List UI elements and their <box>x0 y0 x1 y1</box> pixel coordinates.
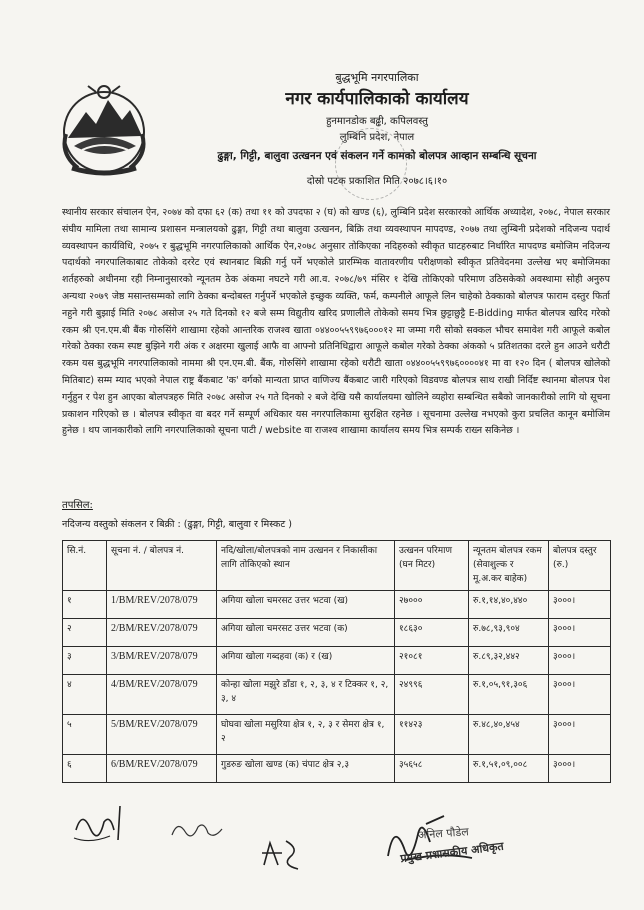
cell-quantity: ११४२३ <box>395 715 469 755</box>
cell-site: अगिया खोला गब्दहवा (क) र (ख) <box>217 647 395 675</box>
col-header-sn: सि.नं. <box>63 541 107 591</box>
office-title: नगर कार्यपालिकाको कार्यालय <box>285 89 469 109</box>
cell-notice-no: 2/BM/REV/2078/079 <box>107 619 217 647</box>
signature-1 <box>70 800 130 850</box>
cell-site: अगिया खोला चमरसट उत्तर भटवा (ख) <box>217 591 395 619</box>
table-row <box>63 591 611 619</box>
cell-min-amount: रु.७८,९३,९०४ <box>469 619 549 647</box>
cell-fee: ३०००। <box>549 715 611 755</box>
table-row <box>63 755 611 783</box>
province-line: लुम्बिनि प्रदेश, नेपाल <box>339 132 415 143</box>
cell-fee: ३०००। <box>549 675 611 715</box>
col-header-quantity: उत्खनन परिमाण (घन मिटर) <box>395 541 469 591</box>
cell-min-amount: रु.१,१४,४०,४४० <box>469 591 549 619</box>
table-row <box>63 619 611 647</box>
cell-sn: ४ <box>63 675 107 715</box>
cell-fee: ३०००। <box>549 647 611 675</box>
cell-sn: १ <box>63 591 107 619</box>
cell-fee: ३०००। <box>549 619 611 647</box>
cell-notice-no: 4/BM/REV/2078/079 <box>107 675 217 715</box>
signature-3 <box>256 835 306 875</box>
details-heading: तपसिल: <box>62 500 93 511</box>
cell-quantity: २४९९६ <box>395 675 469 715</box>
col-header-site: नदि/खोला/बोलपत्रको नाम उत्खनन र निकासीका लागि तोकिएको स्थान <box>217 541 395 591</box>
cell-sn: ३ <box>63 647 107 675</box>
cell-fee: ३०००। <box>549 755 611 783</box>
table-header-row <box>63 541 611 591</box>
cell-min-amount: रु.१,५१,०९,००८ <box>469 755 549 783</box>
cell-site: अगिया खोला चमरसट उत्तर भटवा (क) <box>217 619 395 647</box>
cell-sn: ५ <box>63 715 107 755</box>
publication-date: दोस्रो पटक प्रकाशित मिति २०७८।६।१० <box>306 176 448 187</box>
cell-notice-no: 5/BM/REV/2078/079 <box>107 715 217 755</box>
cell-notice-no: 3/BM/REV/2078/079 <box>107 647 217 675</box>
cell-quantity: २७००० <box>395 591 469 619</box>
cell-notice-no: 1/BM/REV/2078/079 <box>107 591 217 619</box>
cell-site: कोन्हा खोला मझुरे डाँडा १, २, ३, ४ र टिक्कर १, २, ३, ४ <box>217 675 395 715</box>
table-row <box>63 647 611 675</box>
cell-sn: ६ <box>63 755 107 783</box>
cell-min-amount: रु.८९,३२,४४२ <box>469 647 549 675</box>
cell-notice-no: 6/BM/REV/2078/079 <box>107 755 217 783</box>
cell-quantity: ३५६५८ <box>395 755 469 783</box>
cell-quantity: १८६३० <box>395 619 469 647</box>
cell-site: घोघवा खोला मसुरिया क्षेत्र १, २, ३ र सेमरा क्षेत्र १, २ <box>217 715 395 755</box>
bid-table <box>62 540 611 783</box>
signature-2 <box>168 815 228 845</box>
notice-body: स्थानीय सरकार संचालन ऐन, २०७४ को दफा ६२ (क) तथा ११ को उपदफा २ (घ) को खण्ड (६), लुम्बिनि प्रदेश सरकारको आर्थिक अध्यादेश, २०७८, नेपाल सरकार संघीय मामिला तथा सामान्य प्रशासन मन्त्रालयको ढुङ्गा, गिट्टी तथा बालुवा उत्खनन, बिक्रि तथा व्यवस्थापन मापदण्ड, २०७७ तथा लुम्बिनी प्रदेशको नदिजन्य पदार्थ व्यवस्थापन कार्यविधि, २०७५ र बुद्धभूमि नगरपालिकाको आर्थिक ऐन,२०७८ अनुसार तोकिएका नदिहरुको स्वीकृत घाटहरुबाट निर्धारित मापदण्ड बमोजिम नदिजन्य पदार्थको नगरपालिकाबाट तोकेको दररेट एवं स्थानबाट बिक्री गर्नु पर्ने भएकोले प्रारम्भिक वातावरणीय परीक्षणको स्वीकृत प्रतिवेदनमा उल्लेख भए बमोजिमका शर्तहरुको अधीनमा रही निम्नानुसारको न्यूनतम ठेक अंकमा नघटने गरी आ.व. २०७८/७९ मंसिर १ देखि तोकिएको परिमाण उठिसकेको अवस्थामा सोही अनुरुप अन्यथा २०७९ जेष्ठ मसान्तसम्मको लागि ठेक्का बन्दोबस्त गर्नुपर्ने भएकोले इच्छुक व्यक्ति, फर्म, कम्पनीले आफूले लिन चाहेको ठेक्काको बोलपत्र फाराम दस्तुर फिर्ता नहुने गरी बुझाई मिति २०७८ असोज २५ गते दिनको १२ बजे सम्म विद्युतीय खरिद प्रणालीले तोकेको समय भित्र छुट्टाछुट्टै E-Bidding मार्फत बोलपत्र खरिद गरेको रकम श्री एन.एम.बी बैंक गोरुसिंगे शाखामा रहेको आन्तरिक राजश्व खाता ०४४००५५९९७६०००१२ मा जम्मा गरी सोको सक्कल भौचर समावेश गरी आफूले कबोल गरेको ठेक्का रकम स्पष्ट बुझिने गरी अंक र अक्षरमा खुलाई आफै वा आफ्नो प्रतिनिधिद्वारा आफूले कबोल गरेको ठेक्का अंकको ५ प्रतिशतका दरले हुन आउने धरौटी रकम यस बुद्धभूमि नगरपालिकाको नाममा श्री एन.एम.बी. बैंक, गोरुसिंगे शाखामा रहेको धरौटी खाता ०४४००५५९९७६००००४१ मा वा १२० दिन ( बोलपत्र खोलेको मितिबाट) सम्म म्याद भएको नेपाल राष्ट्र बैंकबाट 'क' वर्गको मान्यता प्राप्त वाणिज्य बैंकबाट जारी गरिएको विडवण्ड बोलपत्र साथ राखी निर्दिष्ट स्थानमा बोलपत्र पेश गर्नुहुन र पेश हुन आएका बोलपत्रहरु मिति २०७८ असोज २५ गते दिनको २ बजे देखि यसै कार्यालयमा खोलिने व्यहोरा सम्बन्धित सबैको जानकारीको लागि यो सूचना प्रकाशन गरिएको छ । बोलपत्र स्वीकृत वा बदर गर्ने सम्पूर्ण अधिकार यस नगरपालिकामा सुरक्षित रहनेछ । सूचनामा उल्लेख नभएको कुरा प्रचलित कानून बमोजिम हुनेछ । थप जानकारीको लागि नगरपालिकाको सूचना पाटी / website वा राजश्व शाखामा कार्यालय समय भित्र सम्पर्क राख्न सकिनेछ । <box>62 207 610 437</box>
cell-site: गुडरुङ खोला खण्ड (क) चंपाट क्षेत्र २,३ <box>217 755 395 783</box>
table-row <box>63 715 611 755</box>
municipality-name: बुद्धभूमि नगरपालिका <box>335 71 419 84</box>
col-header-fee: बोलपत्र दस्तुर (रु.) <box>549 541 611 591</box>
notice-title: ढुङ्गा, गिट्टी, बालुवा उत्खनन एवं संकलन गर्ने कामको बोलपत्र आव्हान सम्बन्धि सूचना <box>217 150 537 162</box>
signer-name: अनिल पौडेल <box>417 825 470 842</box>
office-address: हुनमानडोक बढ्ढी, कपिलवस्तु <box>326 116 428 127</box>
cell-min-amount: रु.४८,४०,४५४ <box>469 715 549 755</box>
cell-sn: २ <box>63 619 107 647</box>
cell-fee: ३०००। <box>549 591 611 619</box>
nepal-emblem-icon <box>52 76 156 180</box>
office-stamp <box>335 128 407 200</box>
cell-min-amount: रु.१,०५,९१,३०६ <box>469 675 549 715</box>
col-header-notice-no: सूचना नं. / बोलपत्र नं. <box>107 541 217 591</box>
signer-title: प्रमुख प्रशासकीय अधिकृत <box>399 839 505 866</box>
cell-quantity: २१०८१ <box>395 647 469 675</box>
category-note: नदिजन्य वस्तुको संकलन र बिक्री : (ढुङ्गा, गिट्टी, बालुवा र मिस्कट ) <box>62 519 292 530</box>
col-header-min-amount: न्यूनतम बोलपत्र रकम (सेवाशुल्क र मू.अ.कर बाहेक) <box>469 541 549 591</box>
table-row <box>63 675 611 715</box>
